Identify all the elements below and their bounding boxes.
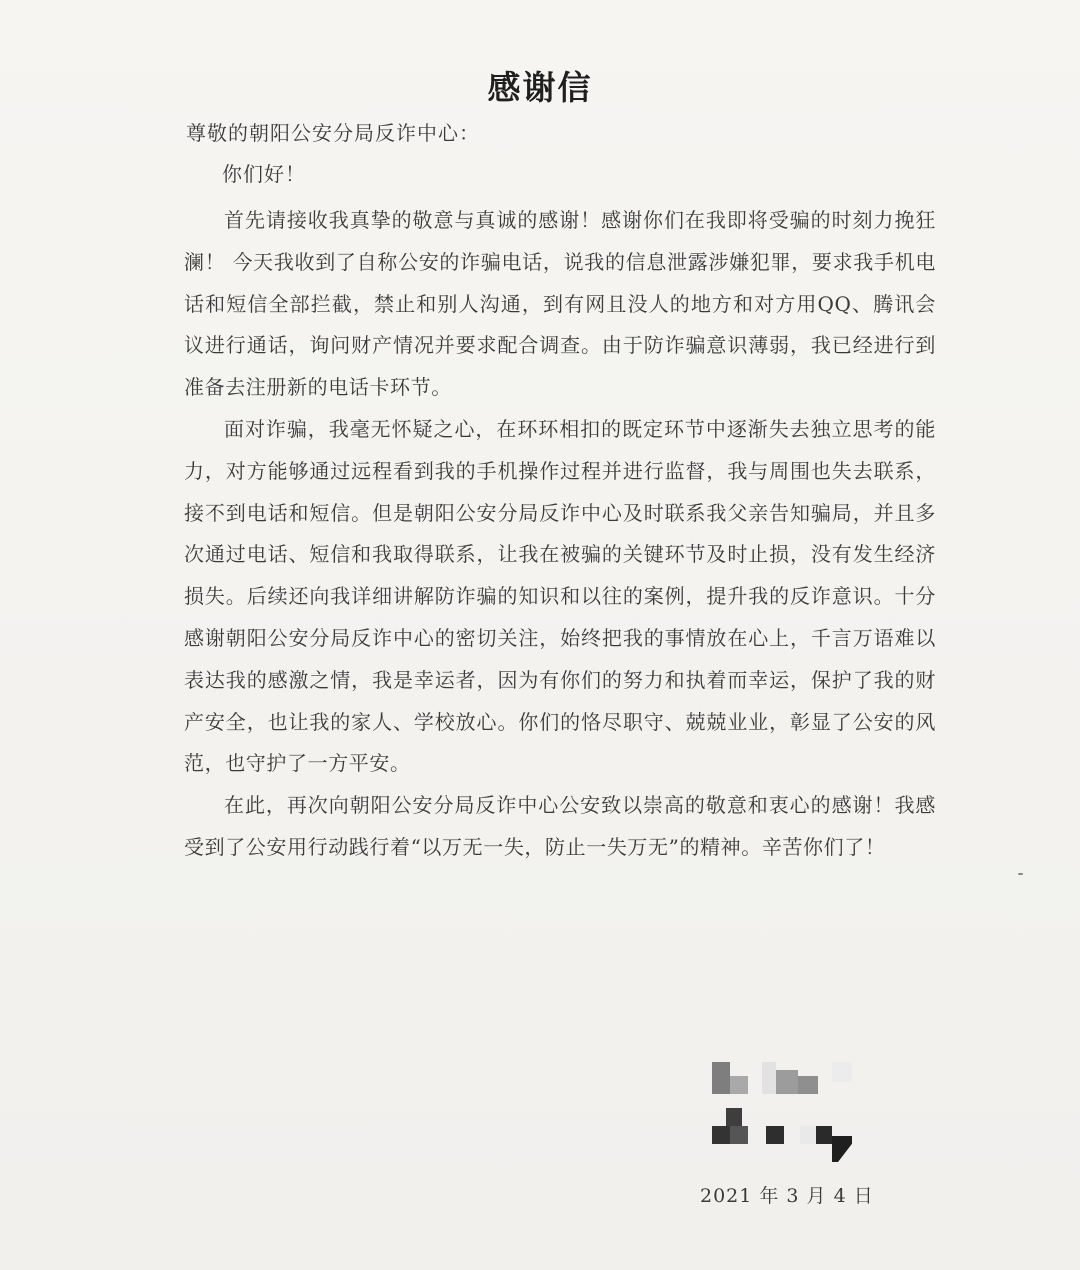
letter-salutation: 尊敬的朝阳公安分局反诈中心： bbox=[186, 121, 480, 145]
mosaic-tile bbox=[766, 1126, 784, 1144]
mosaic-tile bbox=[832, 1062, 852, 1082]
mosaic-tile bbox=[730, 1076, 748, 1094]
mosaic-tile bbox=[712, 1062, 730, 1094]
mosaic-tile bbox=[712, 1126, 730, 1144]
letter-paragraph-1: 首先请接收我真挚的敬意与真诚的感谢！感谢你们在我即将受骗的时刻力挽狂澜！ 今天我收到了自称公安的诈骗电话，说我的信息泄露涉嫌犯罪，要求我手机电话和短信全部拦截，禁止和别人沟通，到有网且没人的地方和对方用QQ、腾讯会议进行通话，询问财产情况并要求配合调查。由于防诈骗意识薄弱，我已经进行到准备去注册新的电话卡环节。 bbox=[184, 208, 936, 400]
mosaic-tile bbox=[832, 1136, 852, 1162]
letter-paragraph-2: 面对诈骗，我毫无怀疑之心，在环环相扣的既定环节中逐渐失去独立思考的能力，对方能够通过远程看到我的手机操作过程并进行监督，我与周围也失去联系，接不到电话和短信。但是朝阳公安分局反诈中心及时联系我父亲告知骗局，并且多次通过电话、短信和我取得联系，让我在被骗的关键环节及时止损，没有发生经济损失。后续还向我详细讲解防诈骗的知识和以往的案例，提升我的反诈意识。十分感谢朝阳公安分局反诈中心的密切关注，始终把我的事情放在心上，千言万语难以表达我的感激之情，我是幸运者，因为有你们的努力和执着而幸运，保护了我的财产安全，也让我的家人、学校放心。你们的恪尽职守、兢兢业业，彰显了公安的风范，也守护了一方平安。 bbox=[184, 416, 936, 776]
paper-speck bbox=[1018, 873, 1023, 875]
mosaic-tile bbox=[762, 1062, 776, 1094]
letter-title: 感谢信 bbox=[487, 68, 593, 107]
mosaic-tile bbox=[730, 1126, 748, 1144]
mosaic-tile bbox=[726, 1108, 742, 1126]
pixelated-signature bbox=[712, 1062, 862, 1172]
mosaic-tile bbox=[776, 1070, 798, 1094]
letter-body bbox=[184, 200, 936, 869]
letter-date: 2021 年 3 月 4 日 bbox=[700, 1185, 874, 1207]
letter-paragraph-3: 在此，再次向朝阳公安分局反诈中心公安致以崇高的敬意和衷心的感谢！我感受到了公安用行动践行着“以万无一失，防止一失万无”的精神。辛苦你们了！ bbox=[184, 793, 936, 859]
letter-greeting: 你们好！ bbox=[222, 162, 306, 186]
mosaic-tile bbox=[798, 1076, 818, 1094]
mosaic-tile bbox=[816, 1126, 832, 1144]
